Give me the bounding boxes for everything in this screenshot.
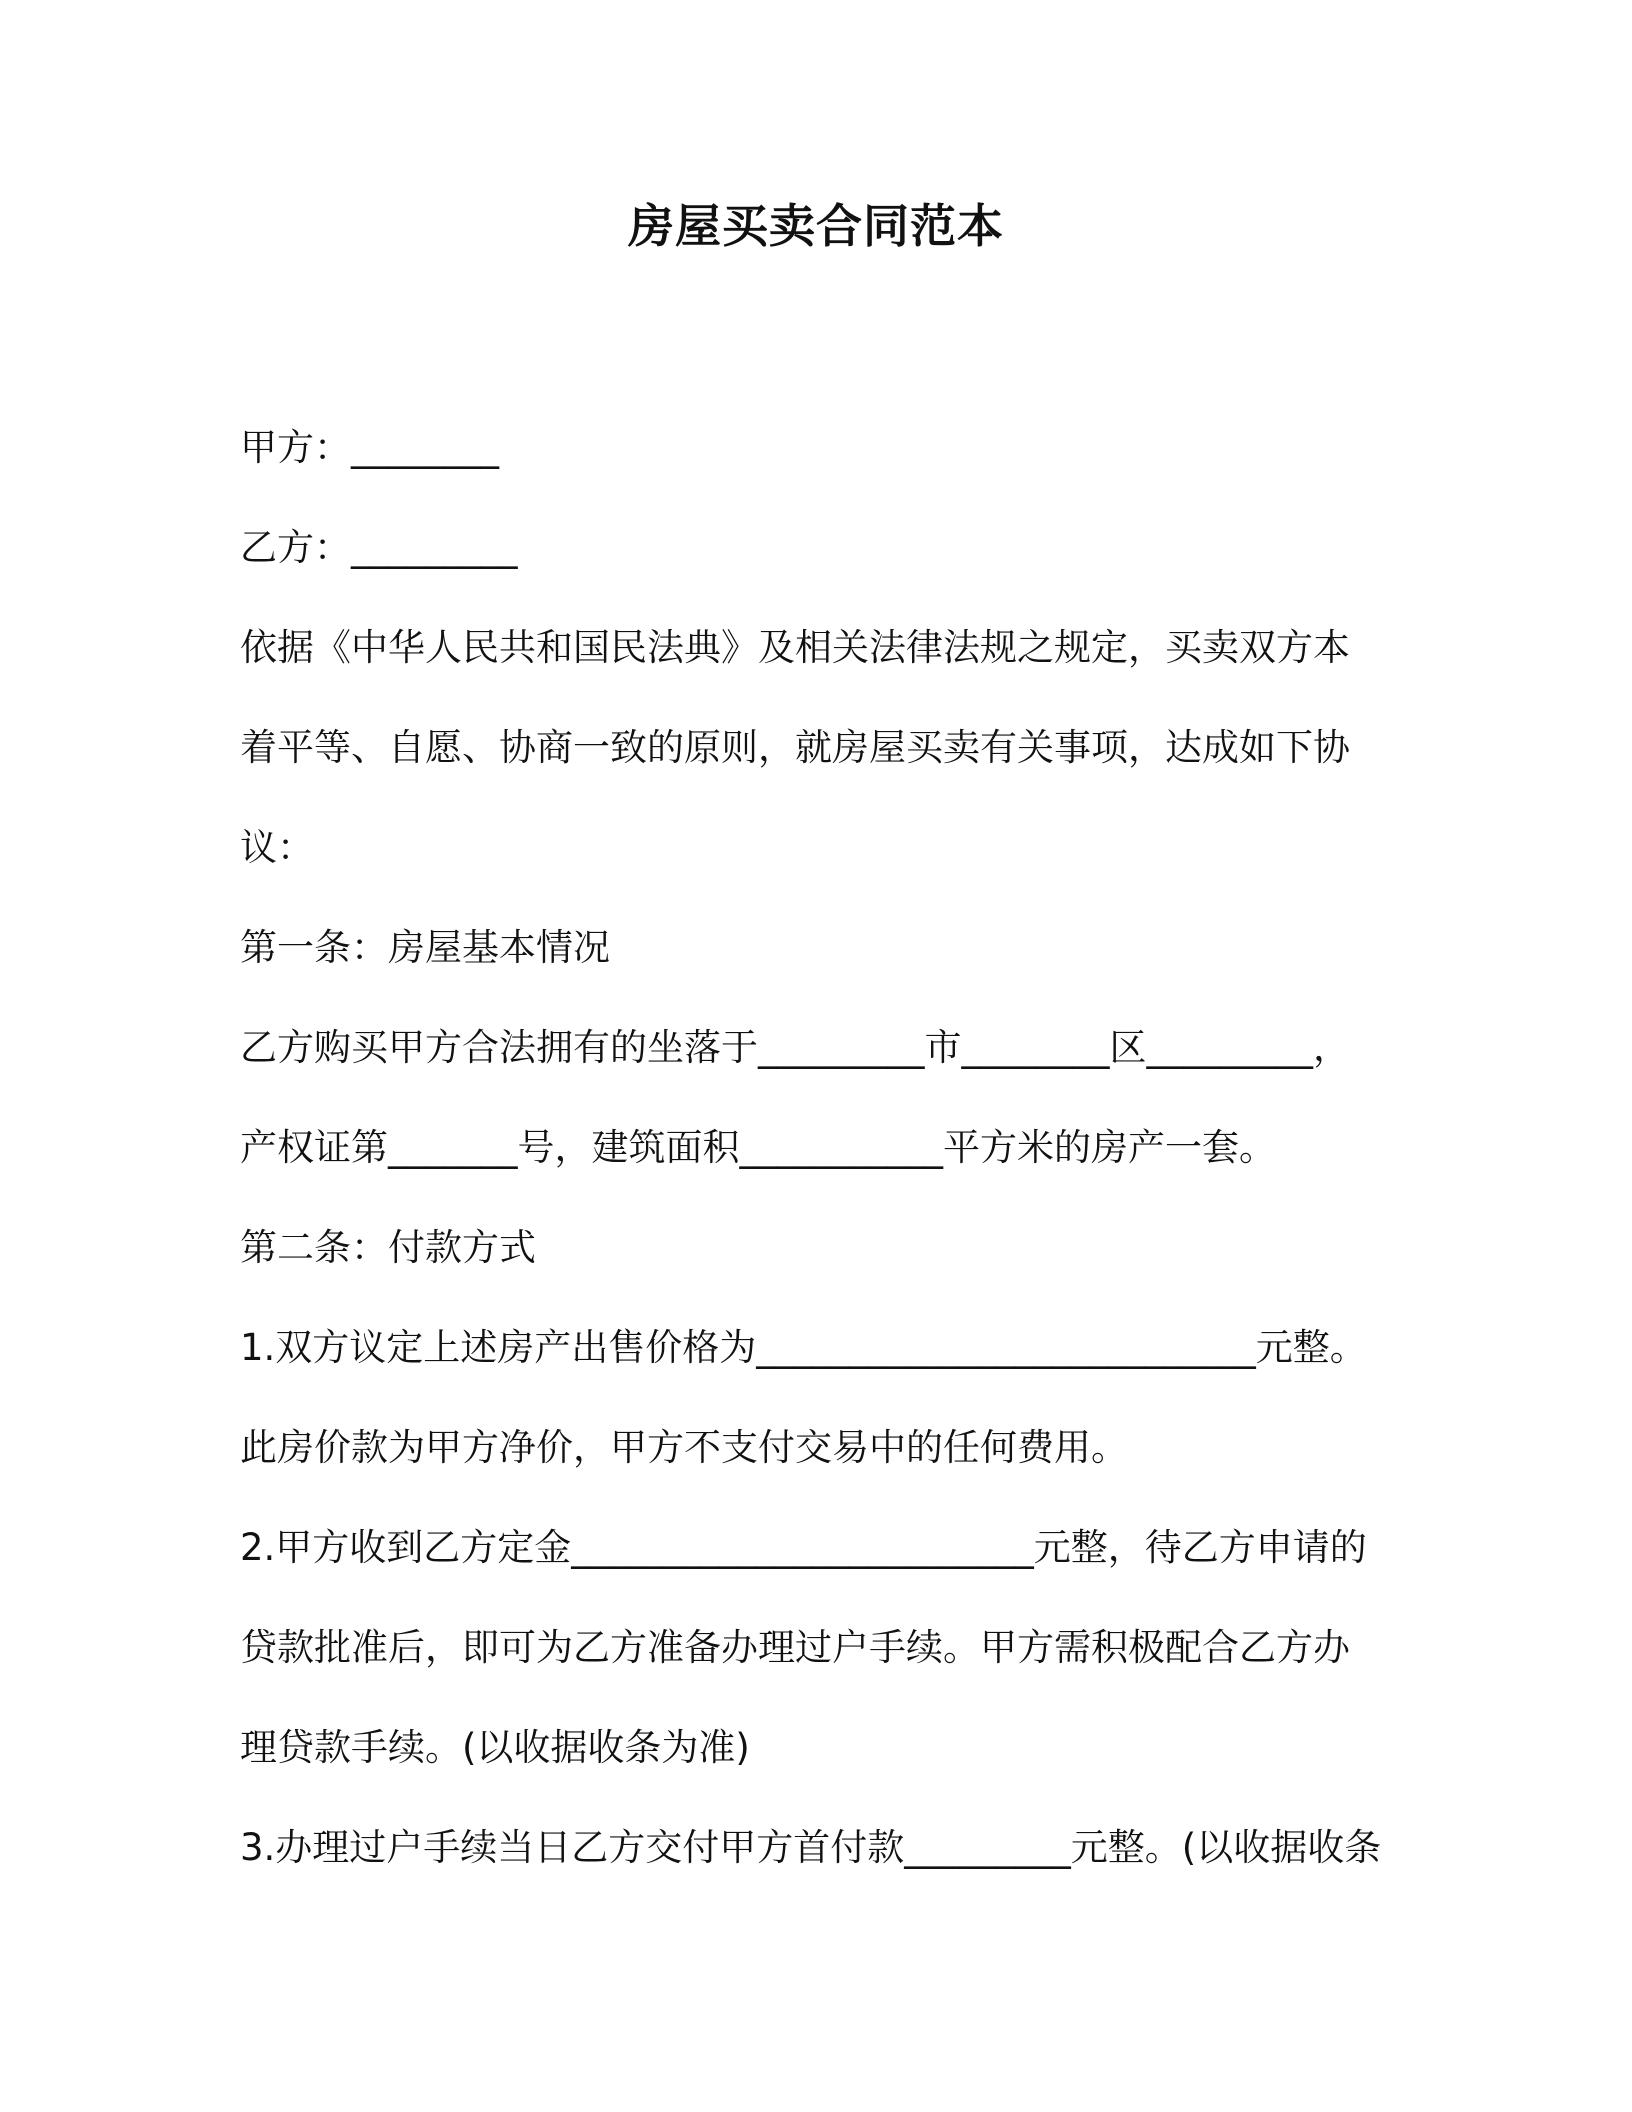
article-1-heading: 第一条：房屋基本情况 <box>240 926 610 969</box>
party-a-line: 甲方：________ <box>240 426 499 469</box>
clause-1-line-1: 1.双方议定上述房产出售价格为___________________________元整。 <box>240 1326 1367 1369</box>
clause-2-line-1: 2.甲方收到乙方定金_________________________元整，待乙方申请的 <box>240 1526 1367 1569</box>
clause-2-line-3: 理贷款手续。(以收据收条为准) <box>240 1726 750 1769</box>
party-b-line: 乙方：_________ <box>240 526 518 569</box>
preamble-line-1: 依据《中华人民共和国民法典》及相关法律法规之规定，买卖双方本 <box>240 626 1350 669</box>
article-2-heading: 第二条：付款方式 <box>240 1226 536 1269</box>
preamble-line-2: 着平等、自愿、协商一致的原则，就房屋买卖有关事项，达成如下协 <box>240 726 1350 769</box>
clause-1-line-2: 此房价款为甲方净价，甲方不支付交易中的任何费用。 <box>240 1426 1128 1469</box>
preamble-line-3: 议： <box>240 826 314 869</box>
article-1-line-2: 产权证第_______号，建筑面积___________平方米的房产一套。 <box>240 1126 1276 1169</box>
article-1-line-1: 乙方购买甲方合法拥有的坐落于_________市________区_________， <box>240 1026 1350 1069</box>
clause-3-line-1: 3.办理过户手续当日乙方交付甲方首付款_________元整。(以收据收条 <box>240 1826 1382 1869</box>
clause-2-line-2: 贷款批准后，即可为乙方准备办理过户手续。甲方需积极配合乙方办 <box>240 1626 1350 1669</box>
document-title: 房屋买卖合同范本 <box>628 199 1004 253</box>
